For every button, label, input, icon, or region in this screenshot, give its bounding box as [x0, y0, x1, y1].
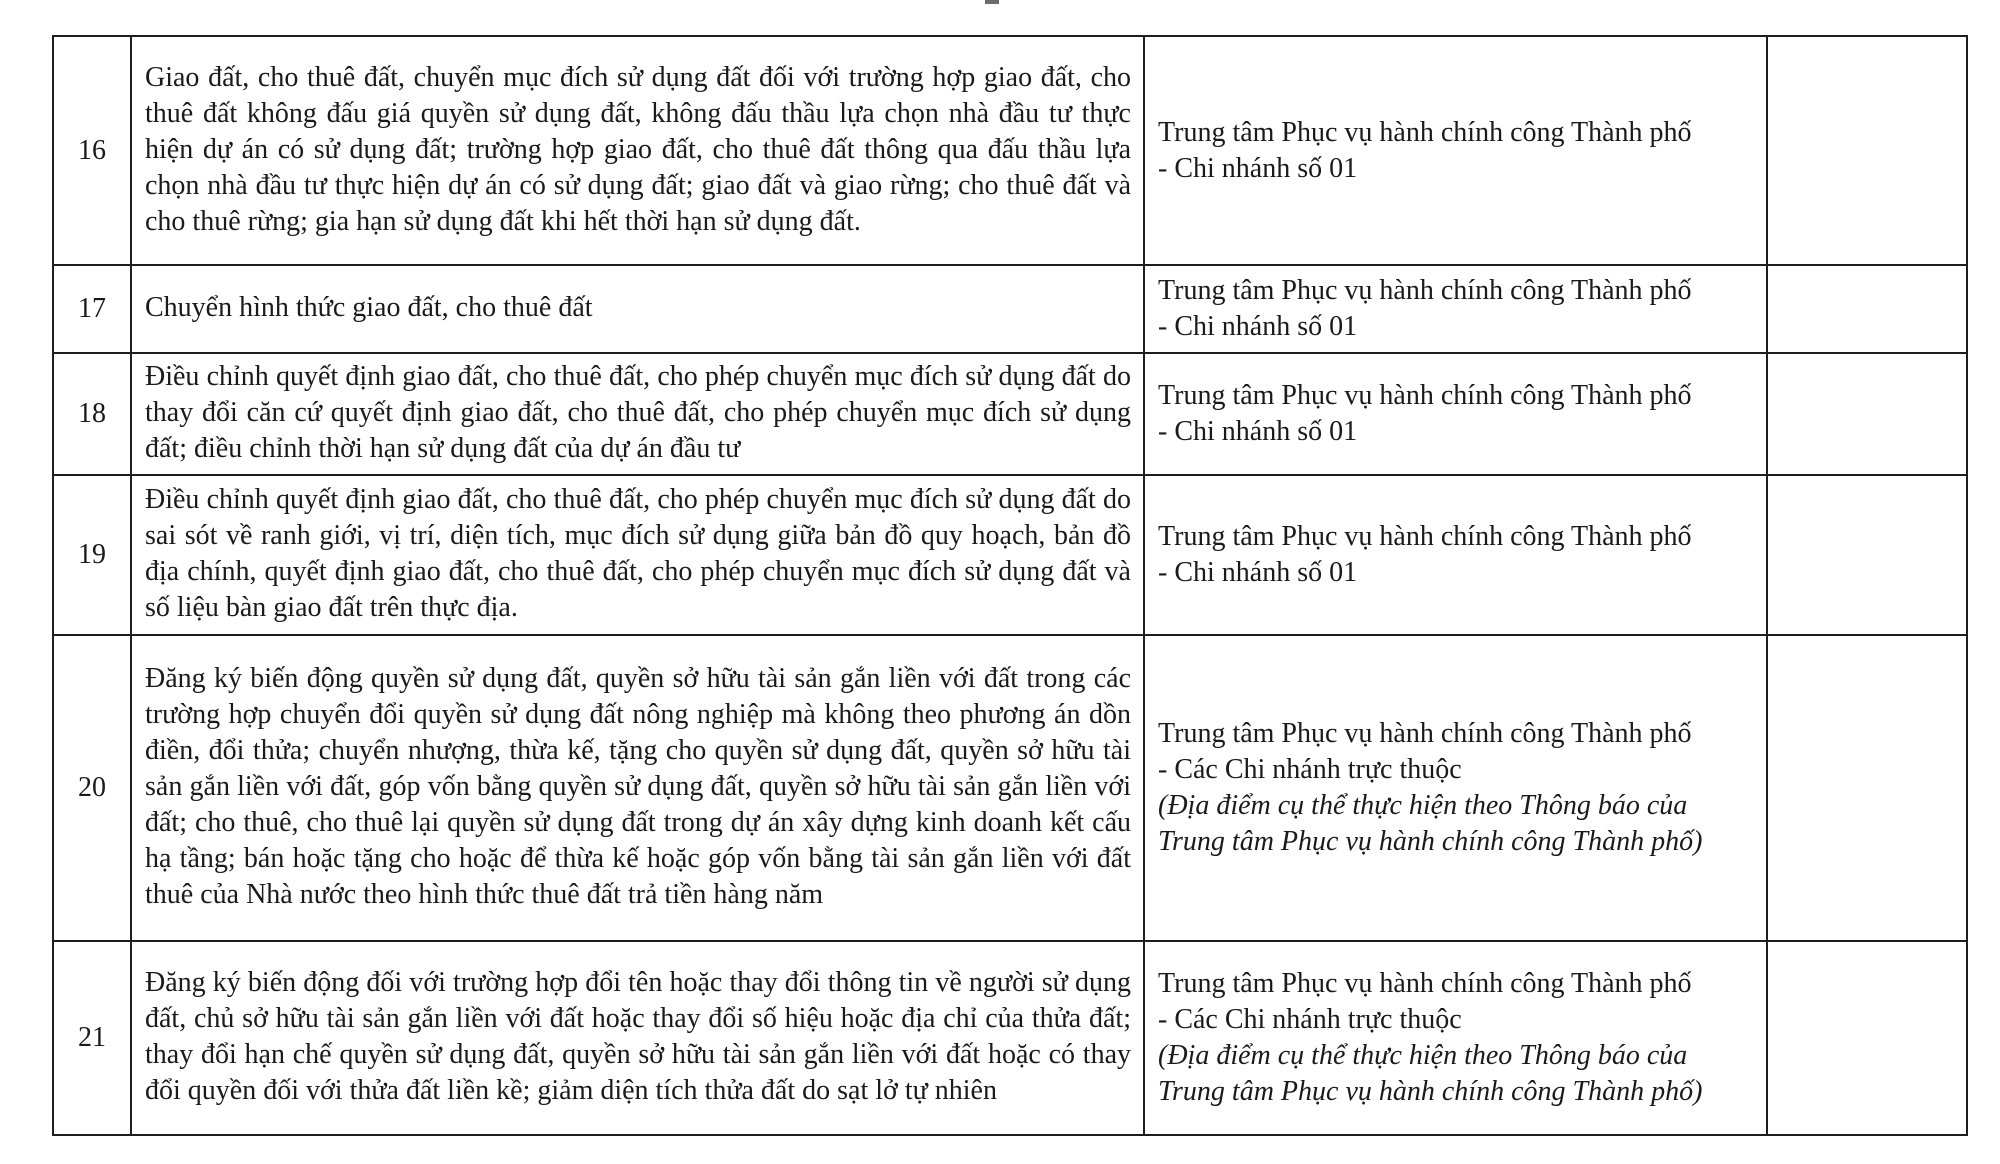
extra-cell — [1767, 353, 1967, 475]
location-line1: Trung tâm Phục vụ hành chính công Thành phố — [1158, 116, 1692, 148]
extra-cell — [1767, 265, 1967, 353]
row-number: 18 — [53, 353, 131, 475]
location-note: (Địa điểm cụ thể thực hiện theo Thông báo của Trung tâm Phục vụ hành chính công Thành phố) — [1158, 790, 1703, 857]
location-line2: - Chi nhánh số 01 — [1158, 557, 1358, 588]
procedure-name: Giao đất, cho thuê đất, chuyển mục đích sử dụng đất đối với trường hợp giao đất, cho thuê đất không đấu giá quyền sử dụng đất, không đấu thầu lựa chọn nhà đầu tư thực hiện dự án có sử dụng đất; trường hợp giao đất, cho thuê đất thông qua đấu thầu lựa chọn nhà đầu tư thực hiện dự án có sử dụng đất; giao đất và giao rừng; cho thuê đất và cho thuê rừng; gia hạn sử dụng đất khi hết thời hạn sử dụng đất. — [131, 36, 1144, 265]
extra-cell — [1767, 635, 1967, 941]
location-cell — [1144, 36, 1767, 265]
row-number: 20 — [53, 635, 131, 941]
extra-cell — [1767, 475, 1967, 635]
extra-cell — [1767, 941, 1967, 1135]
table-row — [53, 475, 1967, 635]
page-edge-mark — [985, 0, 999, 4]
procedure-name: Điều chỉnh quyết định giao đất, cho thuê đất, cho phép chuyển mục đích sử dụng đất do sai sót về ranh giới, vị trí, diện tích, mục đích sử dụng giữa bản đồ quy hoạch, bản đồ địa chính, quyết định giao đất, cho thuê đất, cho phép chuyển mục đích sử dụng đất và số liệu bàn giao đất trên thực địa. — [131, 475, 1144, 635]
location-line2: - Chi nhánh số 01 — [1158, 416, 1358, 447]
procedure-name: Điều chỉnh quyết định giao đất, cho thuê đất, cho phép chuyển mục đích sử dụng đất do thay đổi căn cứ quyết định giao đất, cho thuê đất, cho phép chuyển mục đích sử dụng đất; điều chỉnh thời hạn sử dụng đất của dự án đầu tư — [131, 353, 1144, 475]
table-row — [53, 265, 1967, 353]
row-number: 19 — [53, 475, 131, 635]
location-cell — [1144, 635, 1767, 941]
table-row — [53, 941, 1967, 1135]
location-line1: Trung tâm Phục vụ hành chính công Thành phố — [1158, 968, 1692, 999]
procedure-name: Đăng ký biến động đối với trường hợp đổi tên hoặc thay đổi thông tin về người sử dụng đất, chủ sở hữu tài sản gắn liền với đất hoặc thay đổi số hiệu hoặc địa chỉ của thửa đất; thay đổi hạn chế quyền sử dụng đất, quyền sở hữu tài sản gắn liền với đất hoặc có thay đổi quyền đối với thửa đất liền kề; giảm diện tích thửa đất do sạt lở tự nhiên — [131, 941, 1144, 1135]
row-number: 21 — [53, 941, 131, 1135]
location-line1: Trung tâm Phục vụ hành chính công Thành phố — [1158, 380, 1692, 411]
procedure-name: Đăng ký biến động quyền sử dụng đất, quyền sở hữu tài sản gắn liền với đất trong các trường hợp chuyển đổi quyền sử dụng đất nông nghiệp mà không theo phương án dồn điền, đổi thửa; chuyển nhượng, thừa kế, tặng cho quyền sử dụng đất, quyền sở hữu tài sản gắn liền với đất, góp vốn bằng quyền sử dụng đất, quyền sở hữu tài sản gắn liền với đất; cho thuê, cho thuê lại quyền sử dụng đất trong dự án xây dựng kinh doanh kết cấu hạ tầng; bán hoặc tặng cho hoặc để thừa kế hoặc góp vốn bằng tài sản gắn liền với đất thuê của Nhà nước theo hình thức thuê đất trả tiền hàng năm — [131, 635, 1144, 941]
location-cell — [1144, 941, 1767, 1135]
location-line1: Trung tâm Phục vụ hành chính công Thành phố — [1158, 275, 1692, 306]
location-line2: - Chi nhánh số 01 — [1158, 152, 1358, 184]
location-cell — [1144, 353, 1767, 475]
table-row — [53, 635, 1967, 941]
location-cell — [1144, 475, 1767, 635]
procedure-name: Chuyển hình thức giao đất, cho thuê đất — [131, 265, 1144, 353]
location-line1: Trung tâm Phục vụ hành chính công Thành phố — [1158, 718, 1692, 749]
location-line2: - Các Chi nhánh trực thuộc — [1158, 1004, 1462, 1035]
location-line2: - Chi nhánh số 01 — [1158, 311, 1358, 342]
row-number: 17 — [53, 265, 131, 353]
location-cell — [1144, 265, 1767, 353]
table-row — [53, 353, 1967, 475]
extra-cell — [1767, 36, 1967, 265]
procedures-table — [52, 35, 1968, 1136]
location-note: (Địa điểm cụ thể thực hiện theo Thông báo của Trung tâm Phục vụ hành chính công Thành phố) — [1158, 1040, 1703, 1107]
location-line2: - Các Chi nhánh trực thuộc — [1158, 754, 1462, 785]
row-number: 16 — [53, 36, 131, 265]
location-line1: Trung tâm Phục vụ hành chính công Thành phố — [1158, 521, 1692, 552]
table-row — [53, 36, 1967, 265]
